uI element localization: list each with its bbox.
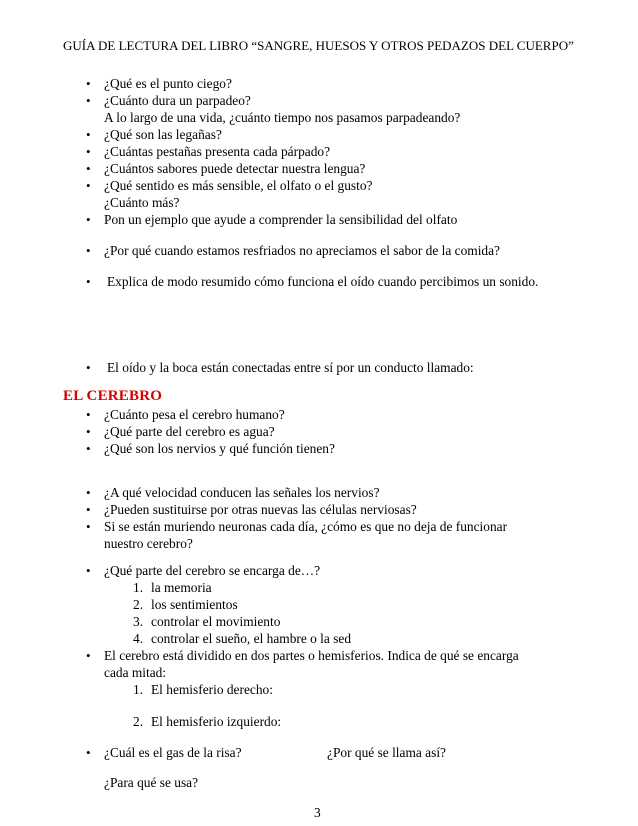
question-continuation: A lo largo de una vida, ¿cuánto tiempo nos pasamos parpadeando? xyxy=(104,110,461,125)
list-number: 2. xyxy=(133,597,144,612)
bullet-icon: • xyxy=(86,563,91,578)
question: ¿A qué velocidad conducen las señales los nervios? xyxy=(104,485,380,500)
list-number: 1. xyxy=(133,682,144,697)
question: Explica de modo resumido cómo funciona el oído cuando percibimos un sonido. xyxy=(107,274,539,289)
list-item: los sentimientos xyxy=(151,597,238,612)
question: Si se están muriendo neuronas cada día, ¿cómo es que no deja de funcionar nuestro cerebro? xyxy=(104,519,508,551)
bullet-icon: • xyxy=(86,243,91,258)
question: ¿Qué es el punto ciego? xyxy=(104,76,232,91)
question: ¿Cuántos sabores puede detectar nuestra lengua? xyxy=(104,161,366,176)
bullet-icon: • xyxy=(86,407,91,422)
list-item: controlar el movimiento xyxy=(151,614,281,629)
question: El cerebro está dividido en dos partes o hemisferios. Indica de qué se encarga cada mitad: xyxy=(104,648,519,680)
bullet-icon: • xyxy=(86,178,91,193)
list-item: controlar el sueño, el hambre o la sed xyxy=(151,631,352,646)
bullet-icon: • xyxy=(86,485,91,500)
question: ¿Qué parte del cerebro se encarga de…? xyxy=(104,563,321,578)
bullet-icon: • xyxy=(86,519,91,534)
page-header: GUÍA DE LECTURA DEL LIBRO “SANGRE, HUESOS Y OTROS PEDAZOS DEL CUERPO” xyxy=(63,38,574,53)
list-item: El hemisferio izquierdo: xyxy=(151,714,282,729)
list-number: 3. xyxy=(133,614,144,629)
question: ¿Para qué se usa? xyxy=(104,775,199,790)
question: ¿Cuánto pesa el cerebro humano? xyxy=(104,407,285,422)
bullet-icon: • xyxy=(86,76,91,91)
bullet-icon: • xyxy=(86,502,91,517)
bullet-icon: • xyxy=(86,441,91,456)
page-number: 3 xyxy=(314,805,321,820)
bullet-icon: • xyxy=(86,93,91,108)
question: Pon un ejemplo que ayude a comprender la sensibilidad del olfato xyxy=(104,212,458,227)
list-number: 1. xyxy=(133,580,144,595)
bullet-icon: • xyxy=(86,127,91,142)
bullet-icon: • xyxy=(86,144,91,159)
question: ¿Por qué se llama así? xyxy=(327,745,446,760)
question: ¿Qué son los nervios y qué función tienen? xyxy=(104,441,335,456)
question: ¿Pueden sustituirse por otras nuevas las células nerviosas? xyxy=(104,502,417,517)
question: ¿Cuántas pestañas presenta cada párpado? xyxy=(104,144,331,159)
bullet-icon: • xyxy=(86,161,91,176)
list-number: 4. xyxy=(133,631,144,646)
question: ¿Qué son las legañas? xyxy=(104,127,222,142)
question: ¿Qué parte del cerebro es agua? xyxy=(104,424,275,439)
question-continuation: ¿Cuánto más? xyxy=(104,195,180,210)
bullet-icon: • xyxy=(86,212,91,227)
question: El oído y la boca están conectadas entre sí por un conducto llamado: xyxy=(107,360,474,375)
bullet-icon: • xyxy=(86,424,91,439)
bullet-icon: • xyxy=(86,360,91,375)
section-heading: EL CEREBRO xyxy=(63,388,163,404)
bullet-icon: • xyxy=(86,274,91,289)
list-number: 2. xyxy=(133,714,144,729)
bullet-icon: • xyxy=(86,648,91,663)
list-item: El hemisferio derecho: xyxy=(151,682,273,697)
bullet-icon: • xyxy=(86,745,91,760)
question: ¿Por qué cuando estamos resfriados no apreciamos el sabor de la comida? xyxy=(104,243,500,258)
question: ¿Qué sentido es más sensible, el olfato o el gusto? xyxy=(104,178,373,193)
list-item: la memoria xyxy=(151,580,212,595)
question: ¿Cuánto dura un parpadeo? xyxy=(104,93,251,108)
question: ¿Cuál es el gas de la risa? xyxy=(104,745,242,760)
